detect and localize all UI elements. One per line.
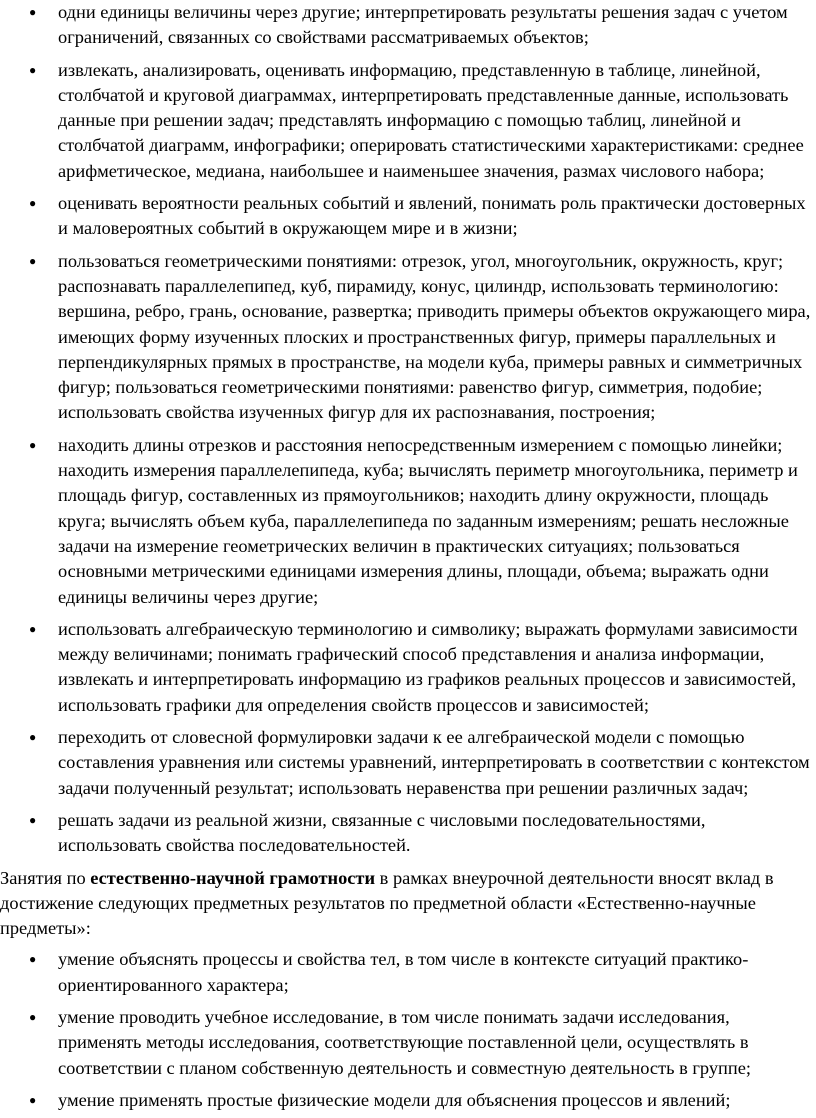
bullet-icon: ● (29, 1092, 37, 1107)
bullet-icon: ● (29, 952, 37, 967)
bullet-icon: ● (29, 196, 37, 211)
paragraph-science-literacy (0, 866, 816, 942)
bullet-list-science (0, 947, 816, 1113)
list-item (0, 58, 816, 184)
list-item-text: решать задачи из реальной жизни, связанные с числовыми последовательностями, использовать свойства последовательностей. (58, 809, 706, 856)
bullet-icon: ● (29, 812, 37, 827)
paragraph-text-before: Занятия по (0, 867, 91, 888)
list-item-text: пользоваться геометрическими понятиями: отрезок, угол, многоугольник, окружность, круг; распознавать параллелепипед, куб, пирамиду, конус, цилиндр, использовать терминологию: вершина, ребро, грань, основание, развертка; приводить примеры объектов окружающего мира, имеющих форму изученных плоских и пространственных фигур, примеры параллельных и перпендикулярных прямых в пространстве, на модели куба, примеры равных и симметричных фигур; пользоваться геометрическими понятиями: равенство фигур, симметрия, подобие; использовать свойства изученных фигур для их распознавания, построения; (58, 250, 811, 423)
list-item (0, 191, 816, 242)
list-item-text: извлекать, анализировать, оценивать информацию, представленную в таблице, линейной, столбчатой и круговой диаграммах, интерпретировать представленные данные, использовать данные при решении задач; представлять информацию с помощью таблиц, линейной и столбчатой диаграмм, инфографики; оперировать статистическими характеристиками: среднее арифметическое, медиана, наибольшее и наименьшее значения, размах числового набора; (58, 59, 804, 181)
list-item (0, 947, 816, 998)
bullet-icon: ● (29, 5, 37, 19)
list-item-text: одни единицы величины через другие; интерпретировать результаты решения задач с учетом ограничений, связанных со свойствами рассматриваемых объектов; (58, 2, 788, 48)
bullet-icon: ● (29, 62, 37, 77)
list-item-text: умение проводить учебное исследование, в том числе понимать задачи исследования, применять методы исследования, соответствующие поставленной цели, осуществлять в соответствии с планом собственную деятельность и совместную деятельность в группе; (58, 1006, 752, 1078)
paragraph-text-after: в рамках внеурочной деятельности вносят вклад в достижение следующих предметных результатов по предметной области «Естественно-научные предметы»: (0, 867, 774, 939)
list-item-text: использовать алгебраическую терминологию и символику; выражать формулами зависимости между величинами; понимать графический способ представления и анализа информации, извлекать и интерпретировать информацию из графиков реальных процессов и зависимостей, использовать графики для определения свойств процессов и зависимостей; (58, 618, 798, 715)
list-item (0, 1088, 816, 1113)
bullet-icon: ● (29, 1009, 37, 1024)
bullet-icon: ● (29, 437, 37, 452)
list-item-text: умение объяснять процессы и свойства тел, в том числе в контексте ситуаций практико-ориентированного характера; (58, 949, 749, 995)
list-item-text: переходить от словесной формулировки задачи к ее алгебраической модели с помощью составления уравнения или системы уравнений, интерпретировать в соответствии с контекстом задачи полученный результат; использовать неравенства при решении различных задач; (58, 727, 810, 798)
bullet-icon: ● (29, 621, 37, 636)
list-item-text: находить длины отрезков и расстояния непосредственным измерением с помощью линейки; находить измерения параллелепипеда, куба; вычислять периметр многоугольника, периметр и площадь фигур, составленных из прямоугольников; находить длину окружности, площадь круга; вычислять объем куба, параллелепипеда по заданным измерениям; решать несложные задачи на измерение геометрических величин в практических ситуациях; пользоваться основными метрическими единицами измерения длины, площади, объема; выражать одни единицы величины через другие; (58, 434, 798, 607)
list-item (0, 725, 816, 801)
list-item (0, 808, 816, 859)
bullet-icon: ● (29, 253, 37, 268)
list-item (0, 1005, 816, 1081)
list-item (0, 617, 816, 718)
bullet-icon: ● (29, 730, 37, 745)
list-item-text: оценивать вероятности реальных событий и явлений, понимать роль практически достоверных и маловероятных событий в окружающем мире и в жизни; (58, 193, 806, 239)
list-item (0, 0, 816, 51)
list-item (0, 433, 816, 610)
list-item (0, 249, 816, 426)
list-item-text: умение применять простые физические модели для объяснения процессов и явлений; (58, 1089, 731, 1110)
paragraph-bold-term: естественно-научной грамотности (90, 867, 376, 888)
